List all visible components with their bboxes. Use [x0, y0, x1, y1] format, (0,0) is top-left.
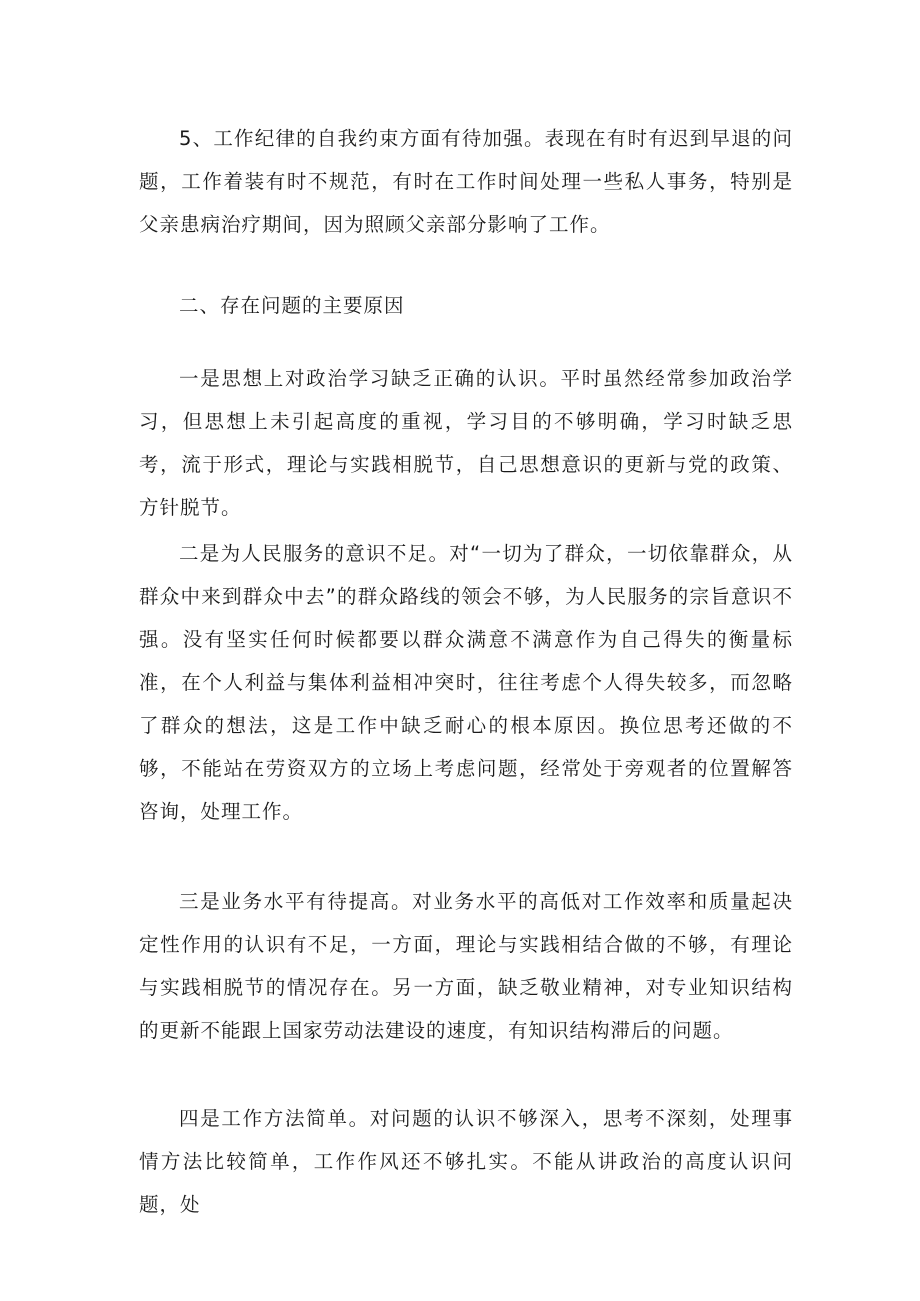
paragraph-cause-1: 一是思想上对政治学习缺乏正确的认识。平时虽然经常参加政治学习，但思想上未引起高度的重视，学习目的不够明确，学习时缺乏思考，流于形式，理论与实践相脱节，自己思想意识的更新与党的政策、方针脱节。	[139, 367, 793, 519]
paragraph-cause-2: 二是为人民服务的意识不足。对“一切为了群众，一切依靠群众，从群众中来到群众中去”的群众路线的领会不够，为人民服务的宗旨意识不强。没有坚实任何时候都要以群众满意不满意作为自己得失的衡量标准，在个人利益与集体利益相冲突时，往往考虑个人得失较多，而忽略了群众的想法，这是工作中缺乏耐心的根本原因。换位思考还做的不够，不能站在劳资双方的立场上考虑问题，经常处于旁观者的位置解答咨询，处理工作。	[139, 542, 793, 823]
paragraph-cause-4: 四是工作方法简单。对问题的认识不够深入，思考不深刻，处理事情方法比较简单，工作作风还不够扎实。不能从讲政治的高度认识问题，处	[139, 1107, 793, 1216]
section-heading: 二、存在问题的主要原因	[179, 294, 405, 317]
paragraph-item-5: 5、工作纪律的自我约束方面有待加强。表现在有时有迟到早退的问题，工作着装有时不规范，有时在工作时间处理一些私人事务，特别是父亲患病治疗期间，因为照顾父亲部分影响了工作。	[139, 127, 793, 236]
paragraph-cause-3: 三是业务水平有待提高。对业务水平的高低对工作效率和质量起决定性作用的认识有不足，一方面，理论与实践相结合做的不够，有理论与实践相脱节的情况存在。另一方面，缺乏敬业精神，对专业知识结构的更新不能跟上国家劳动法建设的速度，有知识结构滞后的问题。	[139, 890, 793, 1042]
